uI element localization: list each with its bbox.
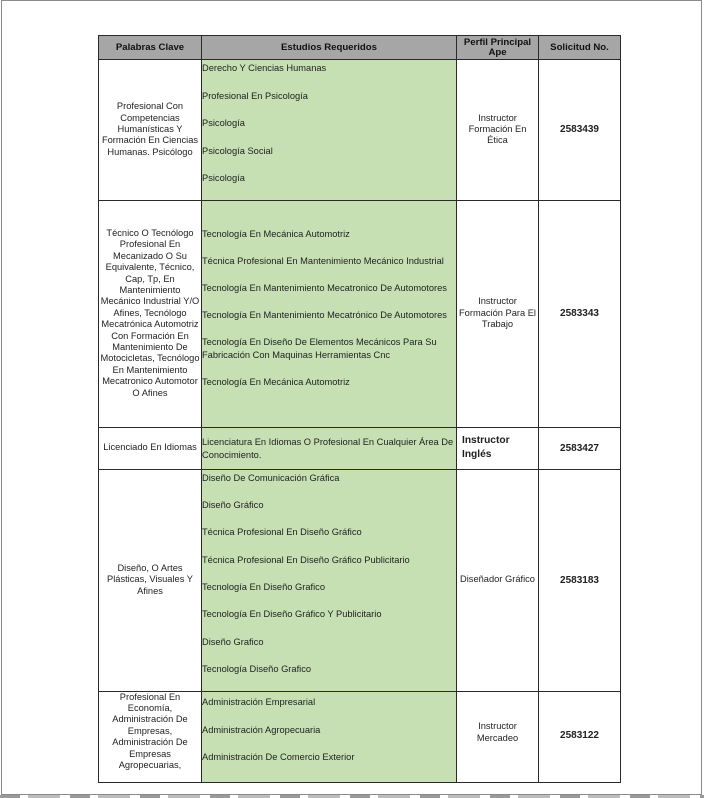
study-item: Tecnología Diseño Grafico xyxy=(202,664,312,675)
profile-cell: Instructor Inglés xyxy=(457,427,539,469)
header-studies: Estudios Requeridos xyxy=(202,36,457,60)
request-number-cell: 2583183 xyxy=(539,469,621,691)
study-item: Psicología xyxy=(202,118,245,128)
study-item: Profesional En Psicología xyxy=(202,90,308,101)
study-item: Derecho Y Ciencias Humanas xyxy=(202,63,327,73)
studies-cell xyxy=(202,427,457,469)
table-row xyxy=(99,427,621,469)
study-item: Tecnología En Mantenimiento Mecatronico De Automotores xyxy=(202,282,447,293)
profile-cell: Instructor Mercadeo xyxy=(457,691,539,782)
study-item: Tecnología En Mecánica Automotriz xyxy=(202,376,350,387)
study-item: Administración De Comercio Exterior xyxy=(202,752,355,763)
study-item: Técnica Profesional En Mantenimiento Mecánico Industrial xyxy=(202,255,444,266)
request-number-cell: 2583439 xyxy=(539,60,621,201)
table-row xyxy=(99,469,621,691)
header-keywords: Palabras Clave xyxy=(99,36,202,60)
table-row xyxy=(99,200,621,427)
study-item: Psicología Social xyxy=(202,145,273,156)
study-item: Tecnología En Diseño Grafico xyxy=(202,582,325,593)
request-number-cell: 2583343 xyxy=(539,200,621,427)
keywords-cell: Licenciado En Idiomas xyxy=(99,427,202,469)
study-item: Diseño Grafico xyxy=(202,636,264,647)
study-item: Tecnología En Diseño De Elementos Mecánicos Para Su Fabricación Con Maquinas Herramientas Cnc xyxy=(202,336,437,360)
study-item: Diseño De Comunicación Gráfica xyxy=(202,472,340,483)
study-item: Técnica Profesional En Diseño Gráfico xyxy=(202,527,362,538)
table-row xyxy=(99,691,621,782)
header-profile: Perfil Principal Ape xyxy=(457,36,539,60)
table-header-row xyxy=(99,36,621,60)
study-item: Administración Agropecuaria xyxy=(202,724,321,735)
request-number-cell: 2583427 xyxy=(539,427,621,469)
keywords-cell: Profesional Con Competencias Humanísticas Y Formación En Ciencias Humanas. Psicólogo xyxy=(99,60,202,201)
keywords-cell: Diseño, O Artes Plásticas, Visuales Y Afines xyxy=(99,469,202,691)
job-requests-table xyxy=(98,35,621,783)
studies-cell xyxy=(202,691,457,782)
studies-cell xyxy=(202,469,457,691)
study-item: Diseño Gráfico xyxy=(202,499,264,510)
profile-cell: Instructor Formación Para El Trabajo xyxy=(457,200,539,427)
study-item: Tecnología En Mantenimiento Mecatrónico De Automotores xyxy=(202,309,447,320)
studies-cell xyxy=(202,60,457,201)
studies-cell xyxy=(202,200,457,427)
study-item: Tecnología En Mecánica Automotriz xyxy=(202,228,350,239)
study-item: Tecnología En Diseño Gráfico Y Publicitario xyxy=(202,609,382,620)
header-request: Solicitud No. xyxy=(539,36,621,60)
study-item: Psicología xyxy=(202,173,245,183)
keywords-cell: Profesional En Economía, Administración De Empresas, Administración De Empresas Agropecuarias, xyxy=(99,691,202,782)
request-number-cell: 2583122 xyxy=(539,691,621,782)
keywords-cell: Técnico O Tecnólogo Profesional En Mecanizado O Su Equivalente, Técnico, Cap, Tp, En Mantenimiento Mecánico Industrial Y/O Afines, Tecnólogo Mecatrónica Automotriz Con Formación En Mantenimiento De Motocicletas, Tecnólogo En Mantenimiento Mecatronico Automotor O Afines xyxy=(99,200,202,427)
study-item: Licenciatura En Idiomas O Profesional En Cualquier Área De Conocimiento. xyxy=(202,437,454,460)
study-item: Administración Empresarial xyxy=(202,697,316,708)
profile-cell: Instructor Formación En Ética xyxy=(457,60,539,201)
study-item: Técnica Profesional En Diseño Gráfico Publicitario xyxy=(202,554,410,565)
table-row xyxy=(99,60,621,201)
profile-cell: Diseñador Gráfico xyxy=(457,469,539,691)
